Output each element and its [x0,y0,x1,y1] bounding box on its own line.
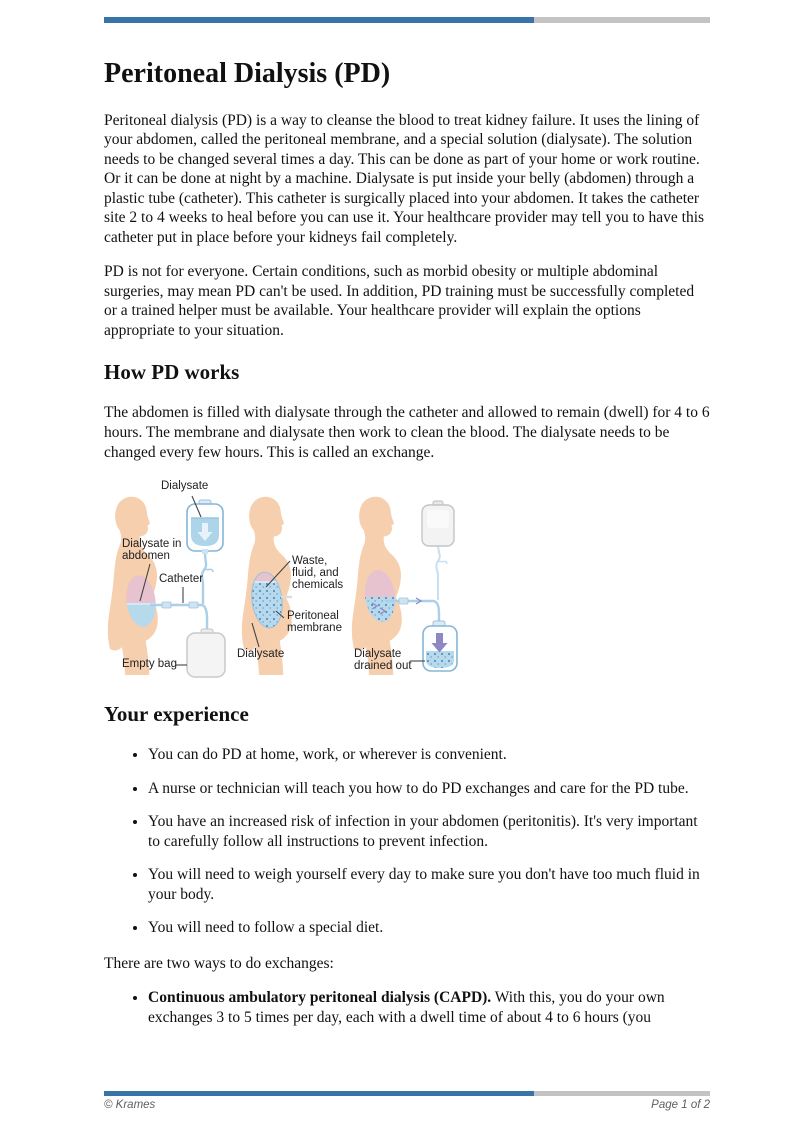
page-title: Peritoneal Dialysis (PD) [104,58,391,89]
experience-bullet: • You will need to follow a special diet. [148,918,710,938]
capd-bullet [148,988,710,1027]
two-ways-paragraph: There are two ways to do exchanges: [104,954,334,972]
footer-page-number: Page 1 of 2 [651,1099,710,1111]
footer-rule [104,1091,710,1096]
label-dialysate-in-membrane: Dialysate [237,648,285,661]
label-peritoneal-membrane: Peritoneal membrane [287,610,342,634]
label-dialysate-drained-out: Dialysate drained out [354,648,412,672]
section-heading-how-pd-works: How PD works [104,360,240,385]
label-empty-bag: Empty bag [122,658,177,671]
label-catheter: Catheter [159,573,204,586]
exchange-types-list [104,988,710,1027]
label-waste-fluid-chemicals: Waste, fluid, and chemicals [292,555,344,591]
capd-bullet-lead: Continuous ambulatory peritoneal dialysis (CAPD). [148,989,492,1007]
section-heading-your-experience: Your experience [104,702,249,727]
intro-paragraph-1: Peritoneal dialysis (PD) is a way to cleanse the blood to treat kidney failure. It uses the lining of your abdomen, called the peritoneal membrane, and a special solution (dialysate). The solution needs to be changed several times a day. This can be done as part of your home or work routine. Or it can be done at night by a machine. Dialysate is put inside your belly (abdomen) through a plastic tube (catheter). This catheter is surgically placed into your abdomen. It takes the catheter site 2 to 4 weeks to heal before you can use it. Your healthcare provider may tell you to have this catheter put in place before your kidneys fail completely. [104,111,705,246]
header-rule-accent [104,17,534,23]
capd-bullet-text: With this, you do your own exchanges 3 to 5 times per day, each with a dwell time of about 4 to 6 hours (you [148,989,665,1026]
experience-bullet: • You have an increased risk of infection in your abdomen (peritonitis). It's very important to carefully follow all instructions to prevent infection. [148,812,710,851]
how-pd-works-paragraph: The abdomen is filled with dialysate through the catheter and allowed to remain (dwell) for 4 to 6 hours. The membrane and dialysate then work to clean the blood. The dialysate needs to be changed every few hours. This is called an exchange. [104,404,710,461]
header-rule [104,17,710,23]
experience-bullet-list [104,745,710,938]
label-dialysate-in-abdomen: Dialysate in abdomen [122,538,182,562]
pd-exchange-illustration [104,477,480,682]
experience-bullet: • You can do PD at home, work, or wherever is convenient. [148,745,710,765]
footer-copyright: © Krames [104,1099,156,1111]
intro-paragraph-2: PD is not for everyone. Certain conditions, such as morbid obesity or multiple abdominal surgeries, may mean PD can't be used. In addition, PD training must be successfully completed or a trained helper must be available. Your healthcare provider will explain the options appropriate to your situation. [104,263,695,339]
experience-bullet: • A nurse or technician will teach you how to do PD exchanges and care for the PD tube. [148,779,710,799]
experience-bullet: • You will need to weigh yourself every day to make sure you don't have too much fluid in your body. [148,865,710,904]
footer [104,1099,710,1111]
label-dialysate-bag: Dialysate [161,480,209,493]
footer-rule-accent [104,1091,534,1096]
